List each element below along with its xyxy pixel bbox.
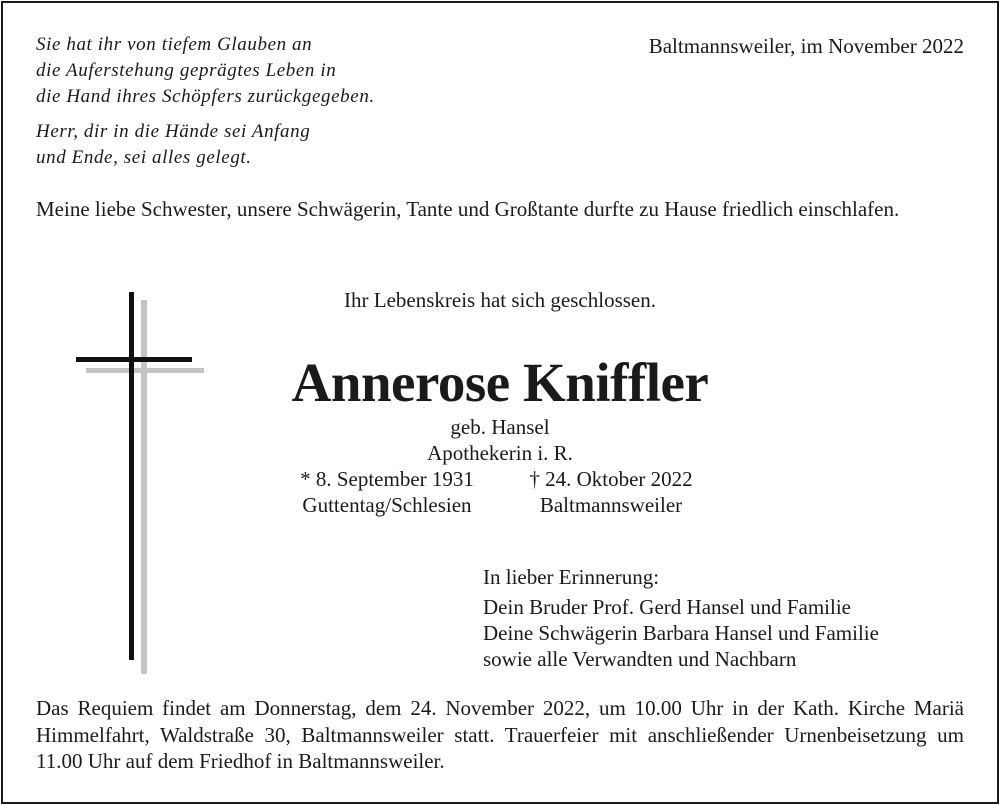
- motto: Ihr Lebenskreis hat sich geschlossen.: [344, 288, 656, 312]
- announcement: Meine liebe Schwester, unsere Schwägerin, Tante und Großtante durfte zu Hause friedlich einschlafen.: [36, 197, 900, 221]
- verse-line-2: die Auferstehung geprägtes Leben in: [36, 60, 337, 81]
- death-date: † 24. Oktober 2022: [529, 467, 693, 491]
- verse-line-3: die Hand ihres Schöpfers zurückgegeben.: [36, 86, 375, 107]
- verse-line-1: Sie hat ihr von tiefem Glauben an: [36, 34, 313, 55]
- service-info: Das Requiem findet am Donnerstag, dem 24. November 2022, um 10.00 Uhr in der Kath. Kirche Mariä Himmelfahrt, Waldstraße 30, Baltmannsweiler statt. Trauerfeier mit anschließender Urnenbeisetzung um 11.00 Uhr auf dem Friedhof in Baltmannsweiler.: [36, 696, 964, 773]
- birth-place: Guttentag/Schlesien: [302, 493, 472, 517]
- birth-date: * 8. September 1931: [300, 467, 474, 491]
- maiden-name: geb. Hansel: [450, 415, 550, 439]
- mourner-line: sowie alle Verwandten und Nachbarn: [483, 647, 797, 671]
- verse-line-5: und Ende, sei alles gelegt.: [36, 147, 252, 168]
- mourners-heading: In lieber Erinnerung:: [483, 565, 660, 589]
- verse-line-4: Herr, dir in die Hände sei Anfang: [36, 121, 311, 142]
- death-place: Baltmannsweiler: [539, 493, 683, 517]
- place-date: Baltmannsweiler, im November 2022: [648, 34, 964, 58]
- mourner-line: Deine Schwägerin Barbara Hansel und Familie: [483, 621, 879, 645]
- mourner-line: Dein Bruder Prof. Gerd Hansel und Familie: [483, 595, 852, 619]
- cross-vertical: [129, 292, 134, 660]
- profession: Apothekerin i. R.: [427, 441, 573, 465]
- deceased-name: Annerose Kniffler: [291, 352, 709, 413]
